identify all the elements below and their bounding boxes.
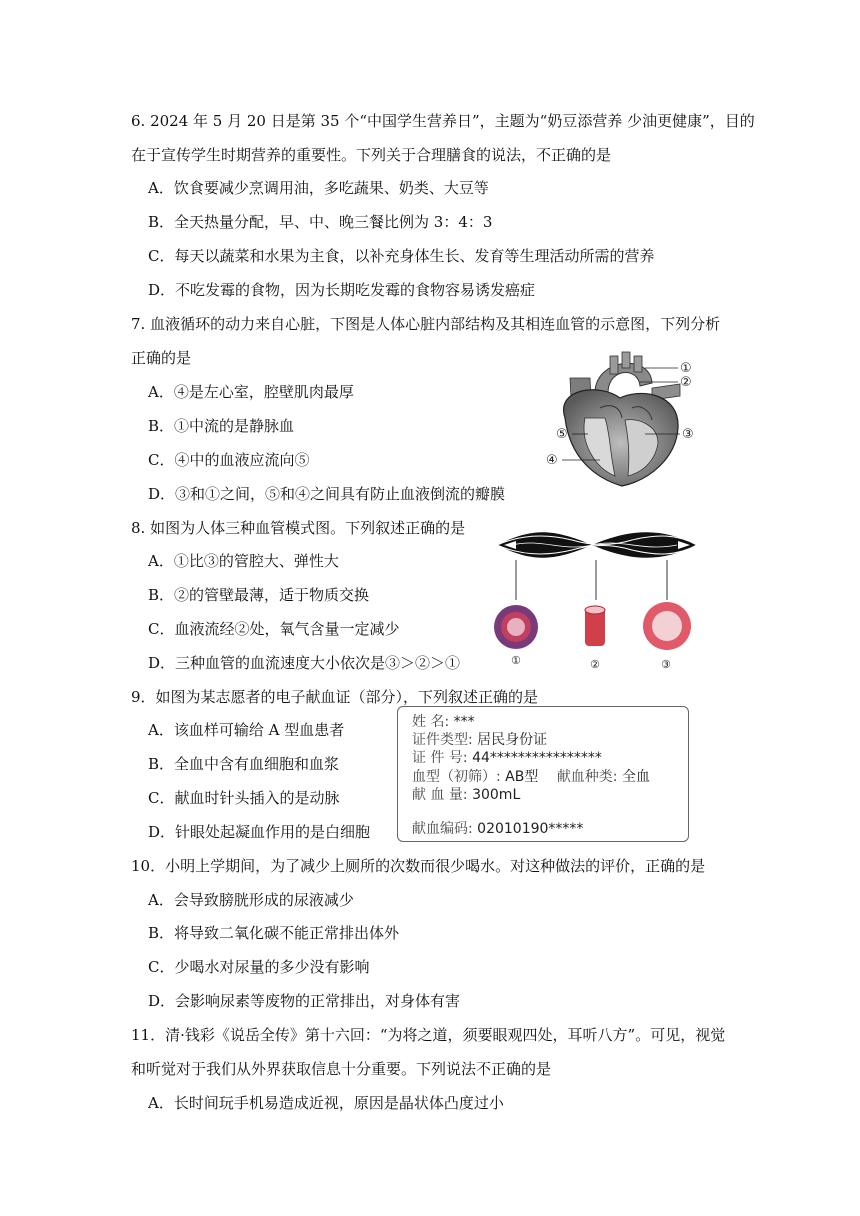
- q6-stem-line2: 在于宣传学生时期营养的重要性。下列关于合理膳食的说法，不正确的是: [131, 146, 612, 164]
- q9-stem: 9．如图为某志愿者的电子献血证（部分），下列叙述正确的是: [131, 688, 539, 706]
- q8-stem: 8. 如图为人体三种血管模式图。下列叙述正确的是: [131, 519, 466, 537]
- q6-option-d: D．不吃发霉的食物，因为长期吃发霉的食物容易诱发癌症: [148, 281, 536, 299]
- card-idno-value: 44****************: [472, 750, 602, 766]
- q9-option-c: C．献血时针头插入的是动脉: [148, 789, 340, 807]
- card-idno-label: 证 件 号:: [412, 750, 468, 766]
- vessel-label-3: ③: [661, 658, 671, 671]
- q10-option-d: D．会影响尿素等废物的正常排出，对身体有害: [148, 992, 461, 1010]
- blood-vessel-diagram: [492, 520, 702, 672]
- card-name-value: ***: [453, 714, 475, 730]
- q9-option-b: B．全血中含有血细胞和血浆: [148, 755, 340, 773]
- q7-option-a: A．④是左心室，腔壁肌肉最厚: [148, 383, 354, 401]
- card-idtype-value: 居民身份证: [477, 732, 548, 748]
- heart-diagram: [540, 348, 710, 488]
- q6-option-b: B．全天热量分配，早、中、晚三餐比例为 3：4：3: [148, 213, 493, 231]
- q9-option-d: D．针眼处起凝血作用的是白细胞: [148, 823, 371, 841]
- card-kind-value: 全血: [621, 769, 650, 785]
- q10-option-a: A．会导致膀胱形成的尿液减少: [148, 891, 354, 909]
- q6-stem-line1: 6. 2024 年 5 月 20 日是第 35 个“中国学生营养日”，主题为“奶豆添营养 少油更健康”，目的: [131, 112, 755, 130]
- q8-option-d: D．三种血管的血流速度大小依次是③＞②＞①: [148, 654, 461, 672]
- q11-option-a: A．长时间玩手机易造成近视，原因是晶状体凸度过小: [148, 1094, 504, 1112]
- q11-stem-line1: 11．清·钱彩《说岳全传》第十六回：“为将之道，须要眼观四处，耳听八方”。可见，视觉: [131, 1026, 726, 1044]
- q7-option-b: B．①中流的是静脉血: [148, 417, 295, 435]
- card-idtype-label: 证件类型:: [412, 732, 473, 748]
- q7-stem-line2: 正确的是: [131, 349, 192, 367]
- q10-option-b: B．将导致二氧化碳不能正常排出体外: [148, 924, 400, 942]
- q11-stem-line2: 和听觉对于我们从外界获取信息十分重要。下列说法不正确的是: [131, 1060, 552, 1078]
- card-row-code: [412, 820, 583, 838]
- q6-option-c: C．每天以蔬菜和水果为主食，以补充身体生长、发育等生理活动所需的营养: [148, 247, 655, 265]
- card-kind-label: 献血种类:: [556, 769, 618, 785]
- blood-donation-card: [397, 706, 689, 842]
- heart-label-3: ③: [682, 427, 694, 442]
- card-blood-label: 血型（初筛）:: [412, 769, 501, 785]
- q8-option-b: B．②的管壁最薄，适于物质交换: [148, 586, 370, 604]
- card-row-idno: [412, 749, 602, 767]
- card-blood-value: AB型: [505, 769, 539, 785]
- q8-option-a: A．①比③的管腔大、弹性大: [148, 552, 339, 570]
- q10-option-c: C．少喝水对尿量的多少没有影响: [148, 958, 370, 976]
- heart-label-4: ④: [546, 453, 558, 468]
- card-code-label: 献血编码:: [412, 821, 473, 837]
- q7-stem-line1: 7. 血液循环的动力来自心脏，下图是人体心脏内部结构及其相连血管的示意图，下列分析: [131, 315, 721, 333]
- q7-option-d: D．③和①之间，⑤和④之间具有防止血液倒流的瓣膜: [148, 485, 506, 503]
- q9-option-a: A．该血样可输给 A 型血患者: [148, 721, 345, 739]
- vessel-label-2: ②: [590, 658, 600, 671]
- card-amount-value: 300mL: [472, 787, 521, 803]
- q8-option-c: C．血液流经②处，氧气含量一定减少: [148, 620, 400, 638]
- card-row-name: [412, 713, 475, 731]
- heart-label-1: ①: [680, 361, 692, 376]
- q7-option-c: C．④中的血液应流向⑤: [148, 451, 310, 469]
- card-amount-label: 献 血 量:: [412, 787, 468, 803]
- q10-stem: 10．小明上学期间，为了减少上厕所的次数而很少喝水。对这种做法的评价，正确的是: [131, 857, 706, 875]
- card-row-amount: [412, 786, 520, 804]
- heart-label-2: ②: [680, 375, 692, 390]
- card-row-idtype: [412, 731, 547, 749]
- card-row-blood: [412, 768, 650, 786]
- card-code-value: 02010190*****: [477, 821, 584, 837]
- vessel-label-1: ①: [511, 654, 521, 667]
- card-name-label: 姓 名:: [412, 714, 450, 730]
- heart-label-5: ⑤: [556, 427, 568, 442]
- q6-option-a: A．饮食要减少烹调用油，多吃蔬果、奶类、大豆等: [148, 179, 489, 197]
